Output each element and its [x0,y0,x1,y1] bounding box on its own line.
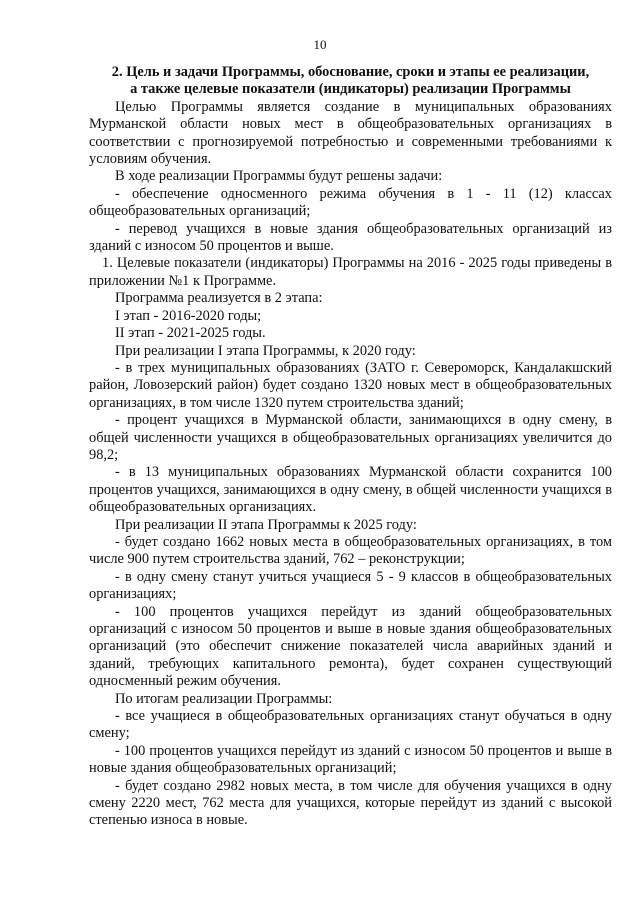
section-heading-line-2: а также целевые показатели (индикаторы) реализации Программы [130,81,571,98]
paragraph-task-single-shift: - обеспечение односменного режима обучения в 1 - 11 (12) классах общеобразовательных организаций; [89,185,612,220]
paragraph-results-intro: По итогам реализации Программы: [115,690,333,707]
paragraph-stage-1-new-places: - в трех муниципальных образованиях (ЗАТО г. Североморск, Кандалакшский район, Ловозерский район) будет создано 1320 новых мест в общеобразовательных организациях, в том числе 1320 путем строительства зданий; [89,359,612,411]
page-number: 10 [313,37,327,52]
paragraph-stage-1: I этап - 2016-2020 годы; [115,307,262,324]
paragraph-result-relocation: - 100 процентов учащихся перейдут из зданий с износом 50 процентов и выше в новые здания общеобразовательных организаций; [89,742,612,777]
section-content [89,64,612,830]
paragraph-stage-2-results-intro: При реализации II этапа Программы к 2025 году: [115,516,417,533]
paragraph-stage-1-percent: - процент учащихся в Мурманской области, занимающихся в одну смену, в общей численности учащихся в общеобразовательных организациях увеличится до 98,2; [89,412,612,463]
paragraph-stage-1-municipalities: - в 13 муниципальных образованиях Мурманской области сохранится 100 процентов учащихся, занимающихся в одну смену, в общей численности учащихся в общеобразовательных организациях. [89,464,612,516]
paragraph-tasks-intro: В ходе реализации Программы будут решены задачи: [115,168,443,185]
paragraph-indicators: 1. Целевые показатели (индикаторы) Программы на 2016 - 2025 годы приведены в приложении №1 к Программе. [89,255,612,289]
paragraph-stage-2-relocation: - 100 процентов учащихся перейдут из зданий общеобразовательных организаций с износом 50 процентов и выше в новые здания общеобразовательных организаций (это обеспечит снижение показателей числа аварийных зданий и зданий, требующих капитального ремонта), будет сохранен существующий односменный режим обучения. [89,603,612,690]
paragraph-goal: Целью Программы является создание в муниципальных образованиях Мурманской области новых мест в общеобразовательных организациях в соответствии с прогнозируемой потребностью и современными требованиями к условиям обучения. [89,98,612,168]
paragraph-stage-2-new-places: - будет создано 1662 новых места в общеобразовательных организациях, в том числе 900 путем строительства зданий, 762 – реконструкции; [89,533,612,568]
paragraph-result-single-shift: - все учащиеся в общеобразовательных организациях станут обучаться в одну смену; [89,708,612,742]
paragraph-task-relocation: - перевод учащихся в новые здания общеобразовательных организаций из зданий с износом 50 процентов и выше. [89,220,612,255]
paragraph-stage-2: II этап - 2021-2025 годы. [115,325,266,342]
section-heading-line-1: 2. Цель и задачи Программы, обоснование, сроки и этапы ее реализации, [111,64,590,80]
paragraph-stage-1-results-intro: При реализации I этапа Программы, к 2020 году: [115,342,416,359]
paragraph-stages-intro: Программа реализуется в 2 этапа: [115,290,323,307]
paragraph-stage-2-single-shift: - в одну смену станут учиться учащиеся 5 - 9 классов в общеобразовательных организациях; [89,568,612,603]
paragraph-result-new-places: - будет создано 2982 новых места, в том числе для обучения учащихся в одну смену 2220 мест, 762 места для учащихся, которые перейдут из зданий с высокой степенью износа в новые. [89,777,612,829]
